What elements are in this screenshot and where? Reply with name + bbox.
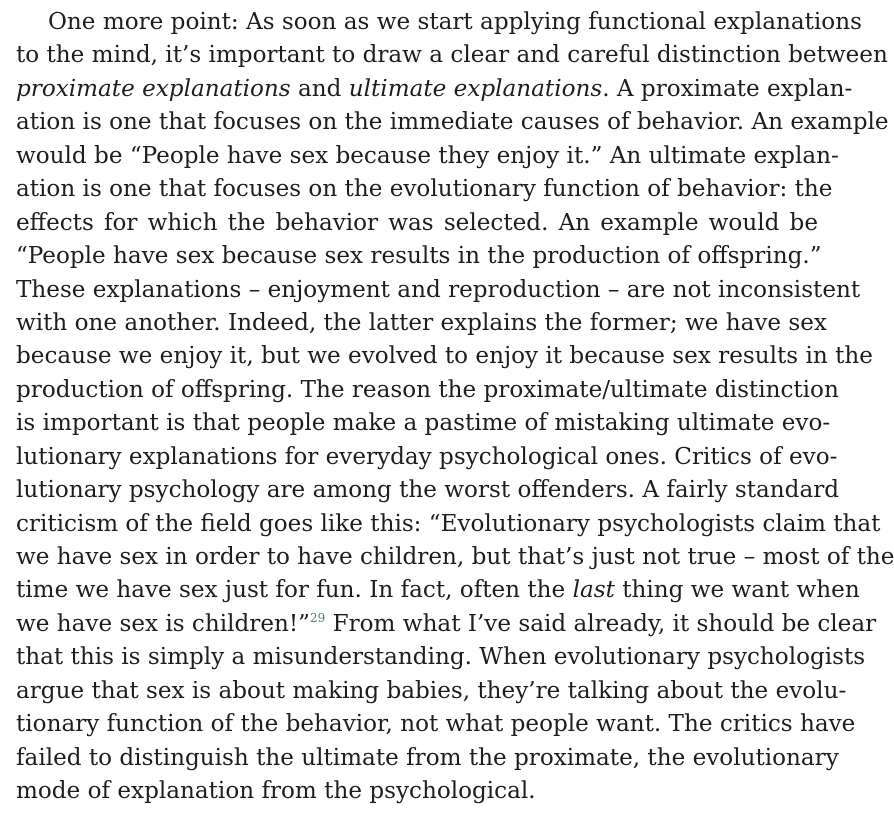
text-run: time we have sex just for fun. In fact, often the [16,577,573,604]
text-run: . A proximate explan- [602,75,853,102]
text-run: and [290,75,349,102]
text-run: production of offspring. The reason the proximate/ultimate distinction [16,376,839,403]
text-run: is important is that people make a pastime of mistaking ultimate evo- [16,410,831,437]
text-line [16,73,853,106]
italic-text: last [572,577,615,604]
text-line [16,407,831,440]
body-paragraph [16,6,894,809]
text-line [16,340,873,373]
text-line [16,508,881,541]
text-line [16,641,866,674]
text-line [16,6,862,39]
text-run: to the mind, it’s important to draw a clear and careful distinction between [16,42,888,69]
text-run: These explanations – enjoyment and reproduction – are not inconsistent [16,276,861,303]
text-run: would be “People have sex because they enjoy it.” An ultimate explan- [16,142,839,169]
book-page [16,6,894,809]
italic-text: ultimate explanations [348,75,603,102]
footnote-marker: 29 [309,610,326,625]
text-line [16,140,839,173]
text-run: that this is simply a misunderstanding. When evolutionary psychologists [16,644,866,671]
text-line [16,240,822,273]
italic-text: proximate explanations [16,75,291,102]
text-run: tionary function of the behavior, not what people want. The critics have [16,711,856,738]
text-line [16,675,847,708]
text-line [16,307,827,340]
text-run: ation is one that focuses on the immediate causes of behavior. An example [16,109,889,136]
text-line [16,207,818,240]
text-run: lutionary psychology are among the worst offenders. A fairly standard [16,477,840,504]
text-run: mode of explanation from the psychological. [16,778,536,805]
text-run: we have sex in order to have children, but that’s just not true – most of the [16,544,894,570]
text-run: From what I’ve said already, it should be clear [325,610,877,637]
text-line [16,574,860,607]
text-run: ation is one that focuses on the evolutionary function of behavior: the [16,176,833,203]
text-line [16,775,818,808]
text-line [16,106,889,139]
text-line [16,39,888,72]
text-run: effects for which the behavior was selected. An example would be [16,209,818,236]
text-line [16,742,839,775]
text-run: with one another. Indeed, the latter explains the former; we have sex [16,309,827,336]
text-line [16,474,840,507]
text-run: failed to distinguish the ultimate from the proximate, the evolutionary [16,744,839,771]
text-run: argue that sex is about making babies, they’re talking about the evolu- [16,677,847,704]
text-line [16,608,877,641]
text-run: “People have sex because sex results in the production of offspring.” [16,243,822,270]
text-line [16,541,894,574]
text-run: criticism of the field goes like this: “Evolutionary psychologists claim that [16,510,881,537]
text-line [16,274,861,307]
text-line [16,708,856,741]
text-line [16,173,833,206]
text-run: because we enjoy it, but we evolved to enjoy it because sex results in the [16,343,873,370]
text-line [16,441,838,474]
text-run: lutionary explanations for everyday psychological ones. Critics of evo- [16,443,838,470]
text-run: we have sex is children!” [16,610,310,637]
text-run: One more point: As soon as we start applying functional explanations [48,9,862,35]
text-line [16,374,839,407]
text-run: thing we want when [614,577,860,604]
